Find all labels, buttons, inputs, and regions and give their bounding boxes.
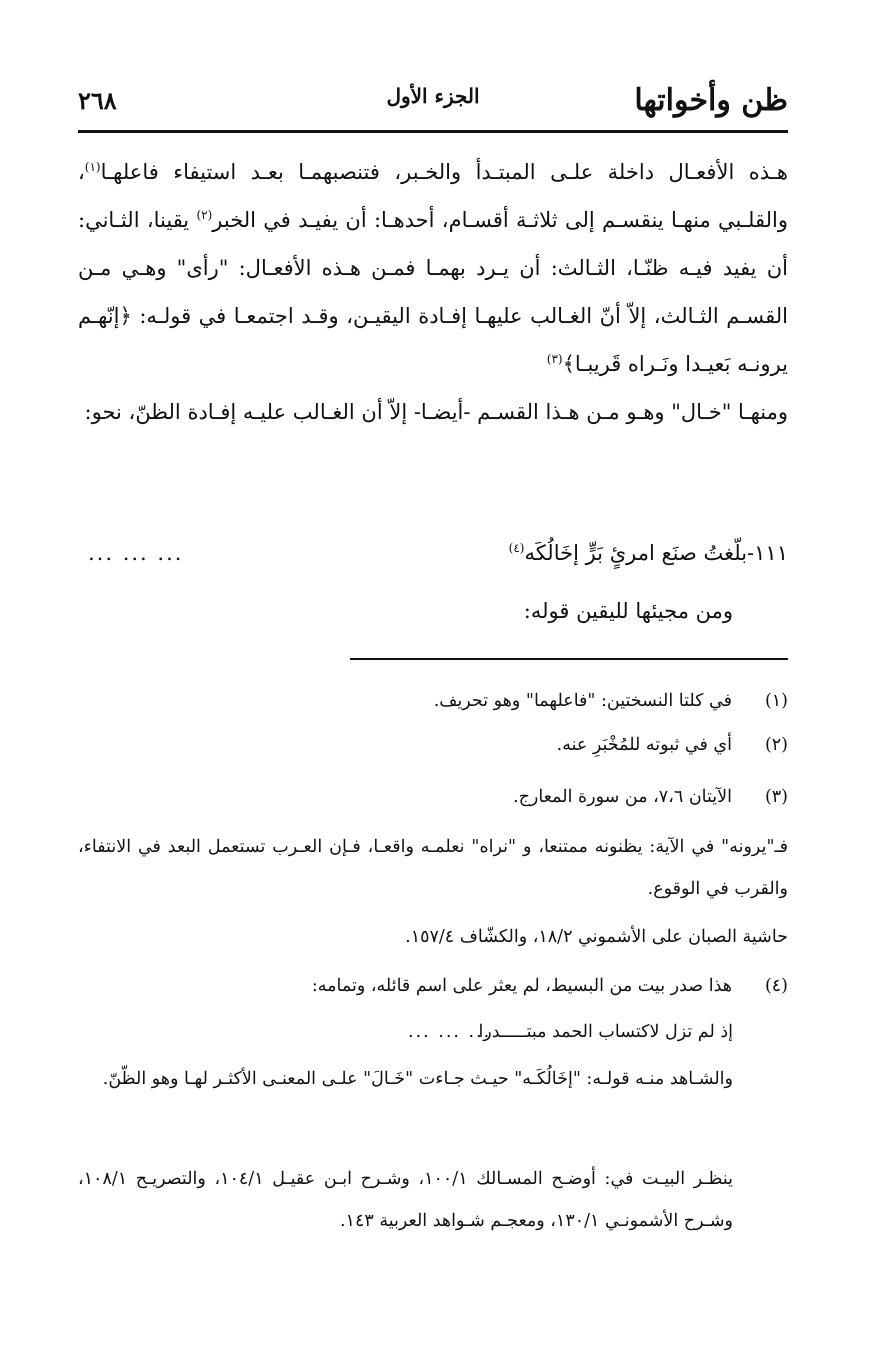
footnote-1-text: في كلتا النسختين: "فاعلهما" وهو تحريف. bbox=[433, 691, 732, 711]
footnote-separator bbox=[350, 658, 788, 660]
footnote-4-verse-ellipsis: ... ... ... bbox=[408, 1022, 492, 1042]
footnote-1-number: (١) bbox=[764, 691, 788, 711]
verse-words: ١١١-بلّغتُ صنَع امرئٍ بَرٍّ إخَالُكَه bbox=[524, 541, 788, 565]
footnote-2-number: (٢) bbox=[764, 735, 788, 755]
volume-label: الجزء الأول bbox=[386, 84, 480, 108]
footnote-3-text: الآيتان ٧،٦، من سورة المعارج. bbox=[513, 787, 732, 807]
footnote-2 bbox=[78, 729, 788, 769]
header-rule bbox=[78, 130, 788, 133]
verse-111 bbox=[78, 535, 788, 581]
footnote-3-number: (٣) bbox=[764, 787, 788, 807]
footnote-3 bbox=[78, 781, 788, 821]
footnote-3-explanation: فـ"يرونه" في الآية: يظنونه ممتنعا، و "نراه" نعلمـه واقعـا، فـإن العـرب تستعمل البعد في الانتفاء، والقرب في الوقوع. bbox=[78, 837, 788, 899]
footnote-ref-2: (٢) bbox=[196, 208, 213, 222]
footnote-4-text: هذا صدر بيت من البسيط، لم يعثر على اسم قائله، وتمامه: bbox=[311, 976, 732, 996]
paragraph-1 bbox=[78, 148, 788, 388]
footnote-2-text: أي في ثبوته للمُخْبَرِ عنه. bbox=[556, 735, 732, 755]
verse-ellipsis: ... ... ... bbox=[88, 541, 184, 565]
paragraph-1-start: هـذه الأفعـال داخلة علـى المبتـدأ والخـبر، فتنصبهمـا بعـد استيفاء فاعلهـا bbox=[100, 160, 788, 184]
footnote-1 bbox=[78, 685, 788, 725]
paragraph-2: ومنهـا "خـال" وهـو مـن هـذا القسـم -أيضـا- إلاّ أن الغـالب عليـه إفـادة الظنّ، نحو: bbox=[84, 400, 788, 424]
footnote-ref-3: (٣) bbox=[546, 352, 563, 366]
running-header bbox=[78, 76, 788, 124]
verse-text bbox=[509, 541, 788, 565]
footnote-4-evidence: والشـاهد منـه قولـه: "إخَالُكَـه" حيـث جـاءت "خَـالَ" علـى المعنـى الأكثـر لهـا وهو الظّنّ. bbox=[102, 1069, 733, 1089]
paragraph-1-middle: ، والقلـبي منهـا ينقسـم إلى ثلاثـة أقسـام، أحدهـا: أن يفيـد في الخبر bbox=[78, 160, 788, 232]
footnote-ref-4: (٤) bbox=[508, 541, 525, 555]
chapter-title: ظن وأخواتها bbox=[634, 82, 788, 118]
footnote-4-number: (٤) bbox=[764, 976, 788, 996]
body-text bbox=[78, 148, 788, 436]
footnote-3-reference: حاشية الصبان على الأشموني ١٨/٢، والكشّاف ١٥٧/٤. bbox=[405, 927, 788, 947]
footnote-4-references: ينظـر البيـت في: أوضـح المسـالك ١٠٠/١، وشـرح ابـن عقيـل ١٠٤/١، والتصريـح ١٠٨/١، وشـرح الأشمونـي ١٣٠/١، ومعجـم شـواهد العربية ١٤٣. bbox=[78, 1169, 734, 1231]
paragraph-3: ومن مجيئها لليقين قوله: bbox=[523, 599, 733, 623]
paragraph-1-end: يقينا، الثـاني: أن يفيد فيـه ظنّـا، الثـالث: أن يـرد بهمـا فمـن هـذه الأفعـال: "رأى" وهـي مـن القسـم الثـالث، إلاّ أنّ الغـالب عليهـا إفـادة اليقيـن، وقـد اجتمعـا في قولـه: ﴿إنّهـم يرونـه بَعيـدا ونَـراه قَريبـا﴾ bbox=[78, 208, 788, 376]
footnote-4-verse bbox=[78, 1018, 733, 1054]
footnote-ref-1: (١) bbox=[84, 160, 101, 174]
page-number: ٢٦٨ bbox=[78, 85, 117, 115]
footnote-4-verse-text: إذ لم تزل لاكتساب الحمد مبتـــــدرا bbox=[478, 1022, 733, 1042]
footnote-4 bbox=[78, 970, 788, 1010]
